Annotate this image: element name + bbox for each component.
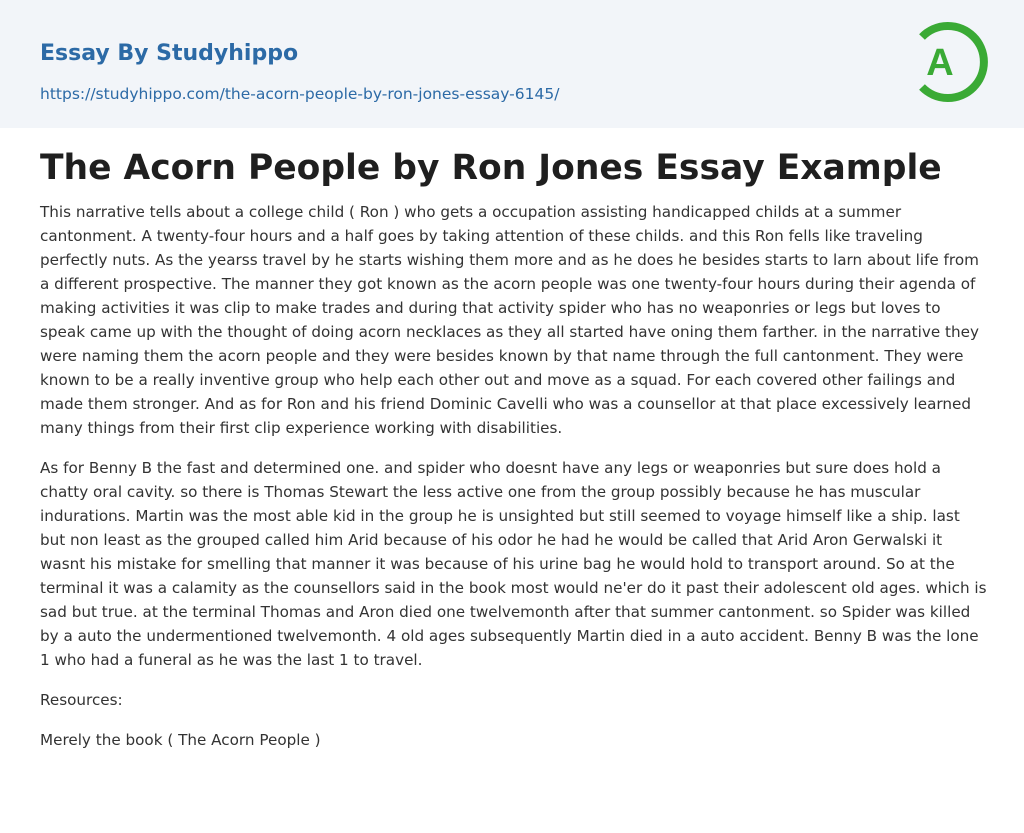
site-title[interactable]: Essay By Studyhippo [40, 41, 299, 66]
studyhippo-logo-icon[interactable] [912, 18, 988, 106]
resources-item: Merely the book ( The Acorn People ) [40, 731, 321, 749]
logo-letter: A [926, 42, 954, 84]
essay-body [40, 200, 988, 768]
resources-heading: Resources: [40, 691, 123, 709]
essay-url-link[interactable]: https://studyhippo.com/the-acorn-people-by-ron-jones-essay-6145/ [40, 85, 560, 103]
essay-paragraph: This narrative tells about a college child ( Ron ) who gets a occupation assisting handicapped childs at a summer cantonment. A twenty-four hours and a half goes by taking attention of these childs. and this Ron fells like traveling perfectly nuts. As the yearss travel by he starts wishing them more and as he does he besides starts to larn about life from a different prospective. The manner they got known as the acorn people was one twenty-four hours during their agenda of making activities it was clip to make trades and during that activity spider who has no weaponries or legs but loves to speak came up with the thought of doing acorn necklaces as they all started have oning them farther. in the narrative they were naming them the acorn people and they were besides known by that name through the full cantonment. They were known to be a really inventive group who help each other out and move as a squad. For each covered other failings and made them stronger. And as for Ron and his friend Dominic Cavelli who was a counsellor at that place excessively learned many things from their first clip experience working with disabilities. [40, 203, 979, 437]
essay-paragraph: As for Benny B the fast and determined one. and spider who doesnt have any legs or weaponries but sure does hold a chatty oral cavity. so there is Thomas Stewart the less active one from the group possibly because he has muscular indurations. Martin was the most able kid in the group he is unsighted but still seemed to voyage himself like a ship. last but non least as the grouped called him Arid because of his odor he had he would be called that Arid Aron Gerwalski it wasnt his mistake for smelling that manner it was because of his urine bag he would hold to transport around. So at the terminal it was a calamity as the counsellors said in the book most would ne'er do it past their adolescent old ages. which is sad but true. at the terminal Thomas and Aron died one twelvemonth after that summer cantonment. so Spider was killed by a auto the undermentioned twelvemonth. 4 old ages subsequently Martin died in a auto accident. Benny B was the lone 1 who had a funeral as he was the last 1 to travel. [40, 459, 987, 669]
page-title: The Acorn People by Ron Jones Essay Example [40, 148, 942, 188]
site-header [0, 0, 1024, 128]
